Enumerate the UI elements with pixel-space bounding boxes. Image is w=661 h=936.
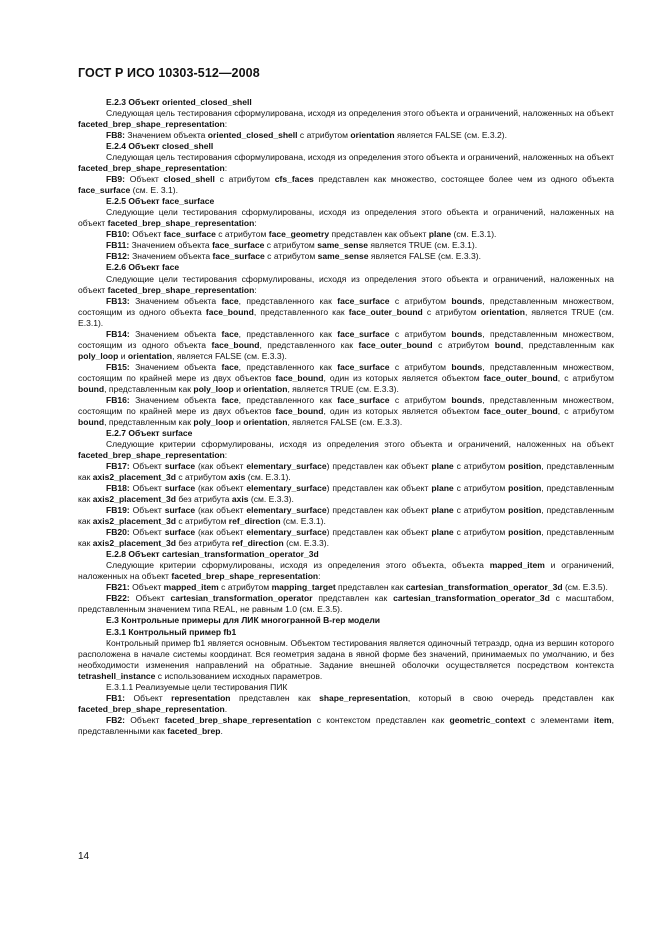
body-text bbox=[78, 97, 614, 737]
paragraph: Следующая цель тестирования сформулирована, исходя из определения этого объекта и ограничений, наложенных на объект faceted_brep_shape_representation: bbox=[78, 152, 614, 174]
paragraph: FB19: Объект surface (как объект elementary_surface) представлен как объект plane с атрибутом position, представленным как axis2_placement_3d с атрибутом ref_direction (см. E.3.1). bbox=[78, 505, 614, 527]
paragraph: FB13: Значением объекта face, представленного как face_surface с атрибутом bounds, представленным множеством, состоящим из одного объекта face_bound, представленного как face_outer_bound с атрибутом orientation, является TRUE (см. E.3.1). bbox=[78, 295, 614, 328]
section-heading: E.2.8 Объект cartesian_transformation_operator_3d bbox=[106, 549, 319, 560]
paragraph: FB12: Значением объекта face_surface с атрибутом same_sense является FALSE (см. E.3.3). bbox=[106, 251, 481, 262]
section-heading: E.3 Контрольные примеры для ЛИК многогранной B-rep модели bbox=[106, 615, 381, 626]
paragraph: Следующие критерии сформулированы, исходя из определения этого объекта, объекта mapped_item и ограничений, наложенных на объект faceted_brep_shape_representation: bbox=[78, 560, 615, 582]
paragraph: FB14: Значением объекта face, представленного как face_surface с атрибутом bounds, представленным множеством, состоящим из одного объекта face_bound, представленного как face_outer_bound с атрибутом bound, представленным как poly_loop и orientation, является FALSE (см. E.3.3). bbox=[78, 328, 614, 361]
paragraph: FB2: Объект faceted_brep_shape_representation с контекстом представлен как geometric_context с элементами item, представленными как faceted_brep. bbox=[78, 714, 614, 736]
paragraph: FB22: Объект cartesian_transformation_operator представлен как cartesian_transformation_operator_3d с масштабом, представленным значением типа REAL, не равным 1.0 (см. E.3.5). bbox=[78, 593, 614, 615]
paragraph: FB15: Значением объекта face, представленного как face_surface с атрибутом bounds, представленным множеством, состоящим по крайней мере из двух объектов face_bound, один из которых является объектом face_outer_bound, с атрибутом bound, представленным как poly_loop и orientation, является TRUE (см. E.3.3). bbox=[78, 361, 614, 394]
section-heading: E.3.1 Контрольный пример fb1 bbox=[106, 626, 237, 637]
paragraph: Контрольный пример fb1 является основным. Объектом тестирования является одиночный тетраэдр, одна из вершин которого расположена в начале системы координат. Вся геометрия задана в явной форме без значений, принимаемых по умолчанию, и без необходимости изменения направлений на обратные. Задание внешней оболочки осуществляется посредством контекста tetrashell_instance с использованием исходных параметров. bbox=[78, 637, 614, 681]
paragraph: Следующие критерии сформулированы, исходя из определения этого объекта и ограничений, наложенных на объект faceted_brep_shape_representation: bbox=[78, 438, 614, 460]
paragraph: FB20: Объект surface (как объект elementary_surface) представлен как объект plane с атрибутом position, представленным как axis2_placement_3d без атрибута ref_direction (см. E.3.3). bbox=[78, 527, 614, 549]
paragraph: FB18: Объект surface (как объект elementary_surface) представлен как объект plane с атрибутом position, представленным как axis2_placement_3d без атрибута axis (см. E.3.3). bbox=[78, 483, 614, 505]
paragraph: FB1: Объект representation представлен как shape_representation, который в свою очередь представлен как faceted_brep_shape_representation. bbox=[78, 692, 614, 714]
section-heading: E.2.6 Объект face bbox=[106, 262, 180, 273]
paragraph: FB17: Объект surface (как объект elementary_surface) представлен как объект plane с атрибутом position, представленным как axis2_placement_3d с атрибутом axis (см. E.3.1). bbox=[78, 461, 614, 483]
paragraph: Следующая цель тестирования сформулирована, исходя из определения этого объекта и ограничений, наложенных на объект faceted_brep_shape_representation: bbox=[78, 108, 614, 130]
paragraph: FB16: Значением объекта face, представленного как face_surface с атрибутом bounds, представленным множеством, состоящим по крайней мере из двух объектов face_bound, один из которых является объектом face_outer_bound, с атрибутом bound, представленным как poly_loop и orientation, является FALSE (см. E.3.3). bbox=[78, 394, 614, 427]
paragraph: FB8: Значением объекта oriented_closed_shell с атрибутом orientation является FALSE (см. E.3.2). bbox=[106, 130, 508, 141]
section-heading: E.2.3 Объект oriented_closed_shell bbox=[106, 97, 252, 107]
paragraph: Следующие цели тестирования сформулированы, исходя из определения этого объекта и ограничений, наложенных на объект faceted_brep_shape_representation: bbox=[78, 207, 614, 229]
paragraph: FB21: Объект mapped_item с атрибутом mapping_target представлен как cartesian_transformation_operator_3d (см. E.3.5). bbox=[106, 582, 608, 593]
running-header: ГОСТ Р ИСО 10303-512—2008 bbox=[78, 66, 260, 80]
section-heading: E.2.7 Объект surface bbox=[106, 427, 193, 438]
section-heading: E.2.5 Объект face_surface bbox=[106, 196, 215, 207]
section-heading: E.3.1.1 Реализуемые цели тестирования ПИК bbox=[106, 681, 288, 692]
paragraph: Следующие цели тестирования сформулированы, исходя из определения этого объекта и ограничений, наложенных на объект faceted_brep_shape_representation: bbox=[78, 273, 614, 295]
page-number: 14 bbox=[78, 851, 90, 862]
section-heading: E.2.4 Объект closed_shell bbox=[106, 141, 214, 152]
paragraph: FB9: Объект closed_shell с атрибутом cfs_faces представлен как множество, состоящее более чем из одного объекта face_surface (см. E. 3.1). bbox=[78, 174, 614, 196]
paragraph: FB10: Объект face_surface с атрибутом face_geometry представлен как объект plane (см. E.3.1). bbox=[106, 229, 497, 240]
paragraph: FB11: Значением объекта face_surface с атрибутом same_sense является TRUE (см. E.3.1). bbox=[106, 240, 478, 251]
